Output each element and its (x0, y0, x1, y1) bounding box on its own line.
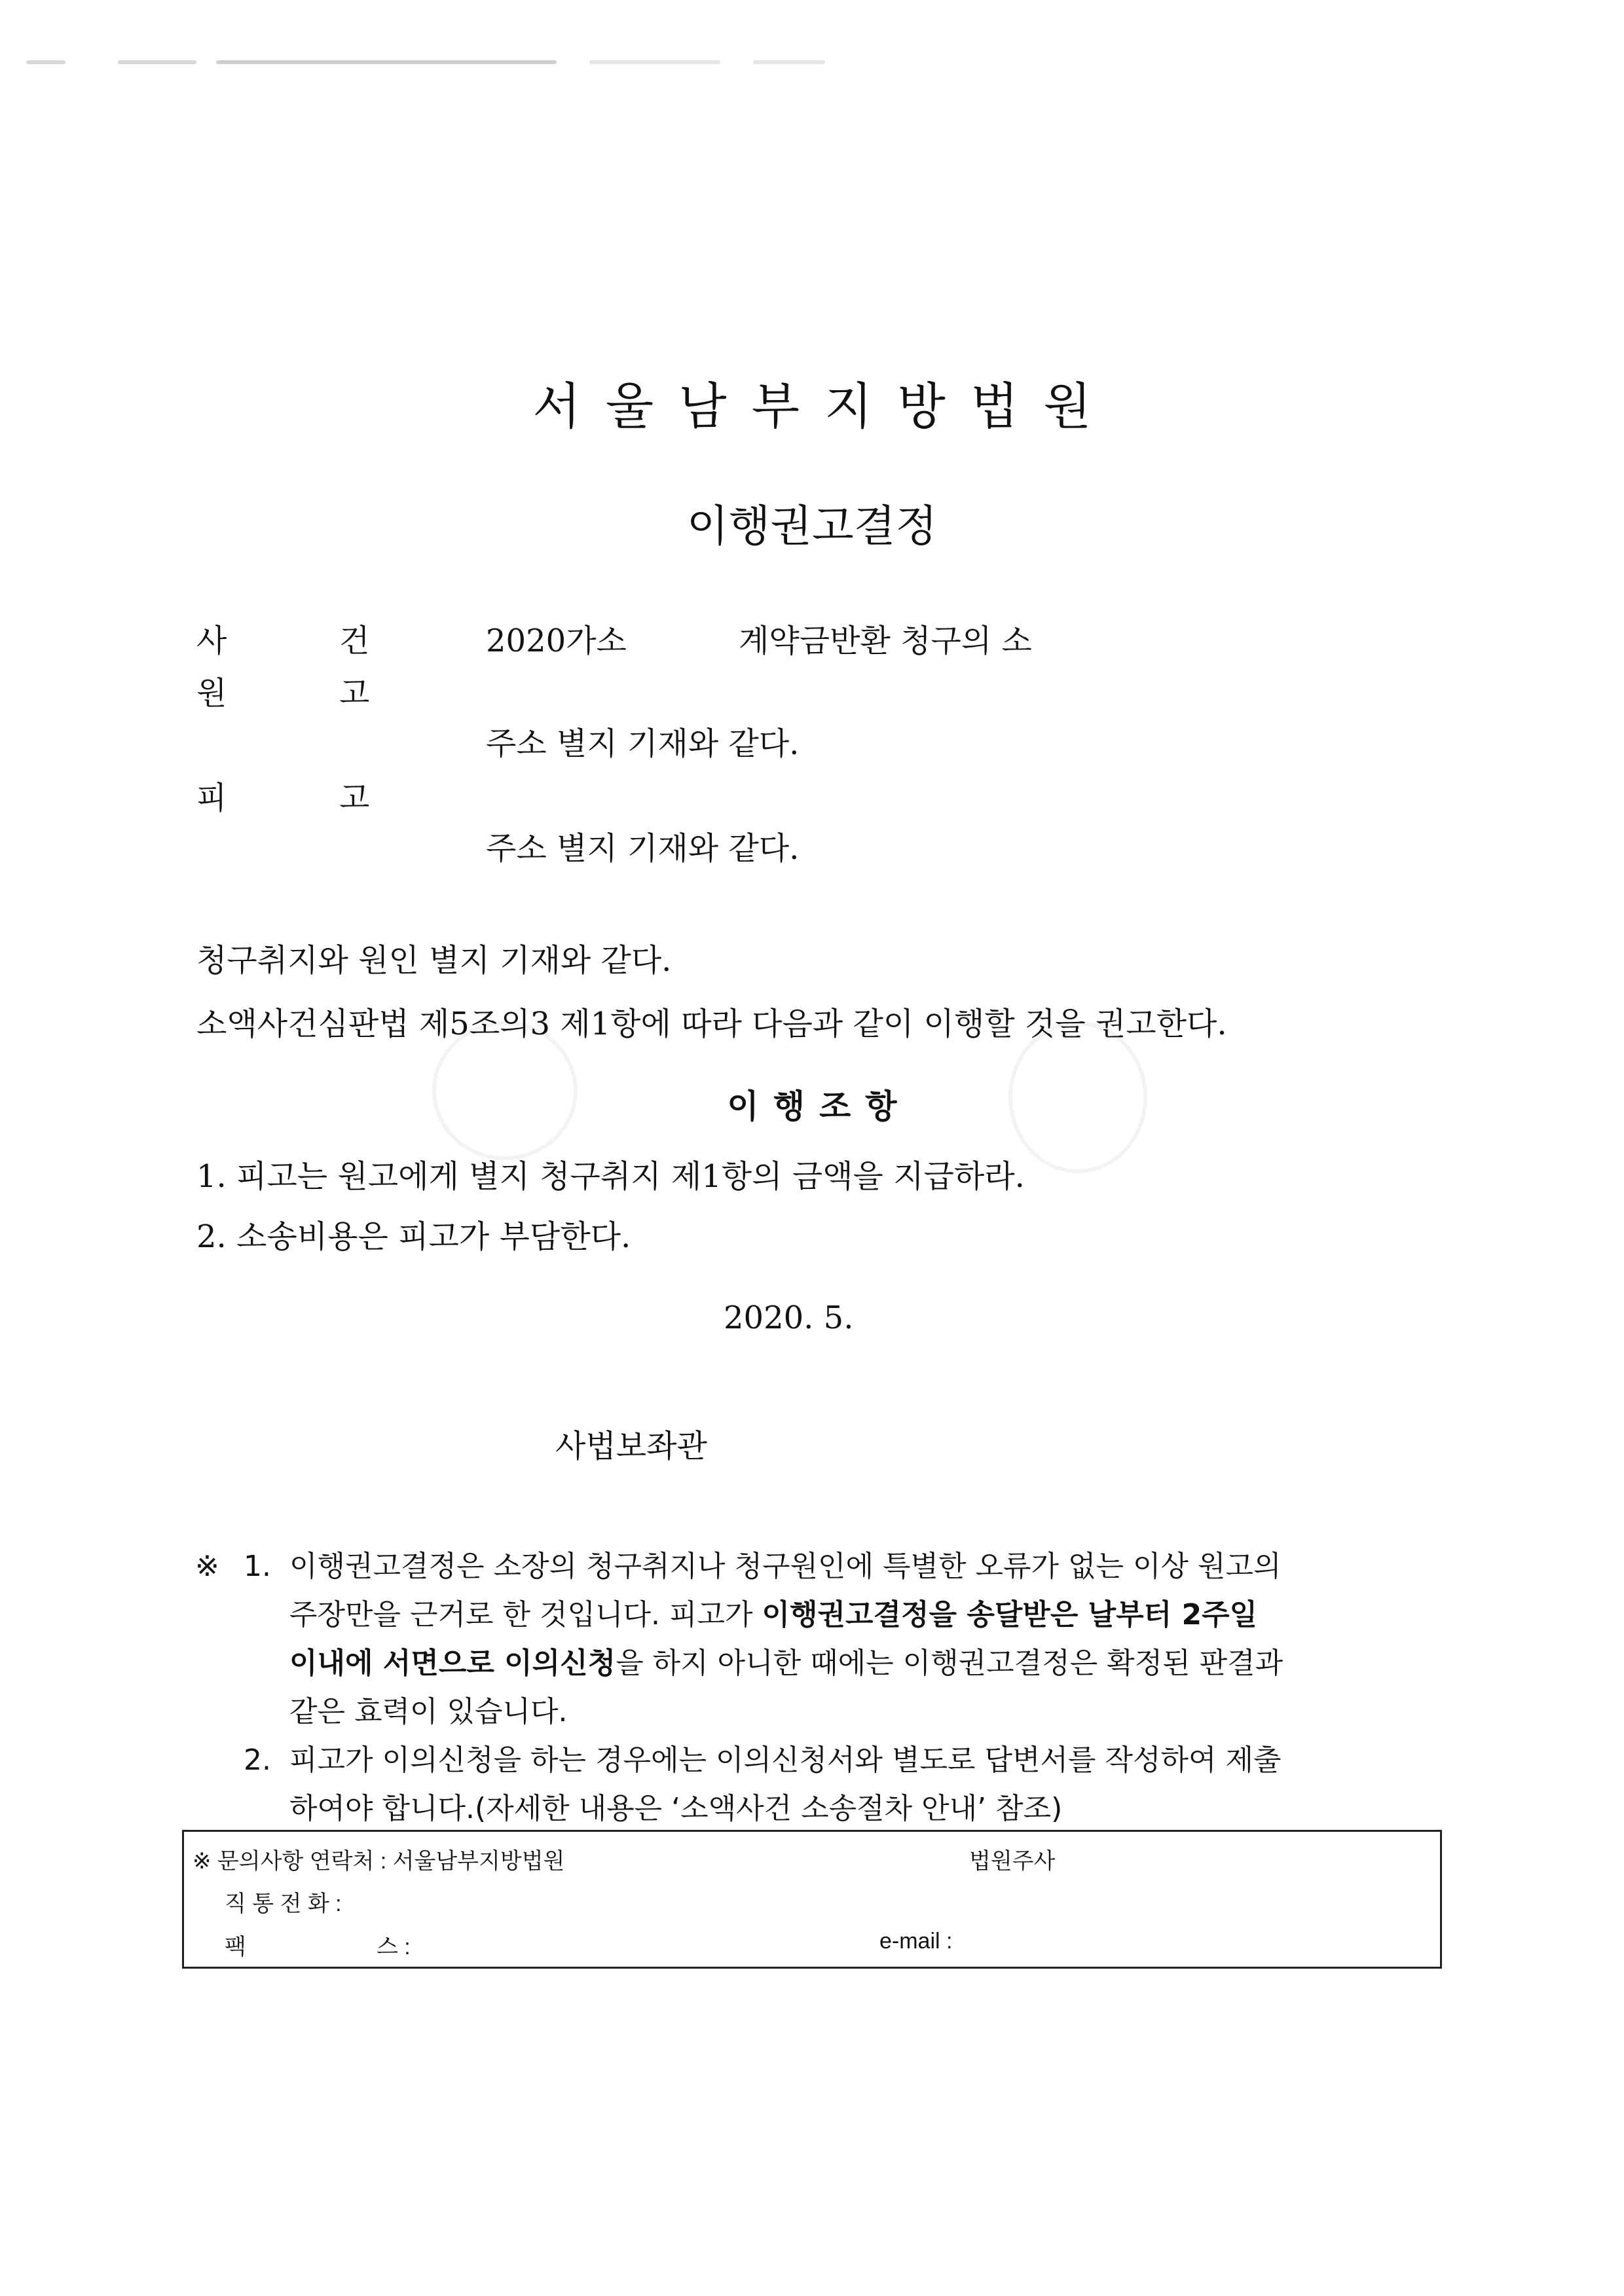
direct-phone-label: 직 통 전 화 : (225, 1891, 342, 1916)
case-name: 계약금반환 청구의 소 (739, 623, 1032, 659)
claim-statement: 청구취지와 원인 별지 기재와 같다. (196, 942, 672, 979)
plaintiff-label-char: 원 (196, 675, 227, 712)
scan-artifact (216, 60, 557, 64)
notice-emphasis: 이내에 서면으로 이의신청 (289, 1647, 616, 1680)
notice-line: 하여야 합니다.(자세한 내용은 ‘소액사건 소송절차 안내’ 참조) (289, 1792, 1063, 1825)
notice-item-number: 1. (244, 1550, 271, 1583)
defendant-label-char: 피 (196, 780, 227, 816)
plaintiff-label-char: 고 (339, 675, 370, 712)
section-title: 이행조항 (727, 1087, 912, 1125)
email-label: e-mail : (879, 1929, 953, 1954)
signatory-title: 사법보좌관 (555, 1428, 707, 1465)
plaintiff-label (196, 668, 393, 712)
fax-label-last: 스 : (377, 1935, 411, 1959)
defendant-label-char: 고 (339, 780, 370, 816)
notice-line: 같은 효력이 있습니다. (289, 1695, 568, 1728)
case-label (196, 615, 393, 659)
document-title: 이행권고결정 (686, 501, 938, 551)
scan-artifact (26, 60, 65, 64)
inquiry-contact-label: ※ 문의사항 연락처 : 서울남부지방법원 (193, 1849, 565, 1874)
notice-line: 이행권고결정은 소장의 청구취지나 청구원인에 특별한 오류가 없는 이상 원고의 (289, 1550, 1282, 1583)
court-name: 서울남부지방법원 (532, 377, 1116, 435)
decision-date: 2020. 5. (724, 1300, 854, 1336)
clause-item: 1. 피고는 원고에게 별지 청구취지 제1항의 금액을 지급하라. (196, 1158, 1025, 1195)
case-label-char: 사 (196, 623, 227, 659)
court-officer-label: 법원주사 (969, 1849, 1056, 1874)
notice-text: 을 하지 아니한 때에는 이행권고결정은 확정된 판결과 (616, 1647, 1283, 1680)
scan-artifact (753, 60, 825, 64)
notice-mark: ※ (195, 1550, 219, 1583)
plaintiff-address: 주소 별지 기재와 같다. (486, 725, 800, 762)
notice-line (289, 1639, 1283, 1688)
clause-item: 2. 소송비용은 피고가 부담한다. (196, 1218, 631, 1255)
notice-line: 피고가 이의신청을 하는 경우에는 이의신청서와 별도로 답변서를 작성하여 제출 (289, 1743, 1282, 1777)
notice-emphasis: 이행권고결정을 송달받은 날부터 2주일 (762, 1598, 1258, 1631)
case-label-char: 건 (339, 623, 370, 659)
notice-text: 주장만을 근거로 한 것입니다. 피고가 (289, 1598, 762, 1631)
defendant-address: 주소 별지 기재와 같다. (486, 830, 800, 867)
notice-line (289, 1591, 1257, 1639)
case-number: 2020가소 (486, 623, 627, 659)
legal-basis-statement: 소액사건심판법 제5조의3 제1항에 따라 다음과 같이 이행할 것을 권고한다. (196, 1006, 1227, 1042)
scan-artifact (589, 60, 720, 64)
notice-item-number: 2. (244, 1743, 271, 1777)
scan-artifact (118, 60, 196, 64)
fax-label-first: 팩 (225, 1935, 246, 1959)
defendant-label (196, 773, 393, 816)
